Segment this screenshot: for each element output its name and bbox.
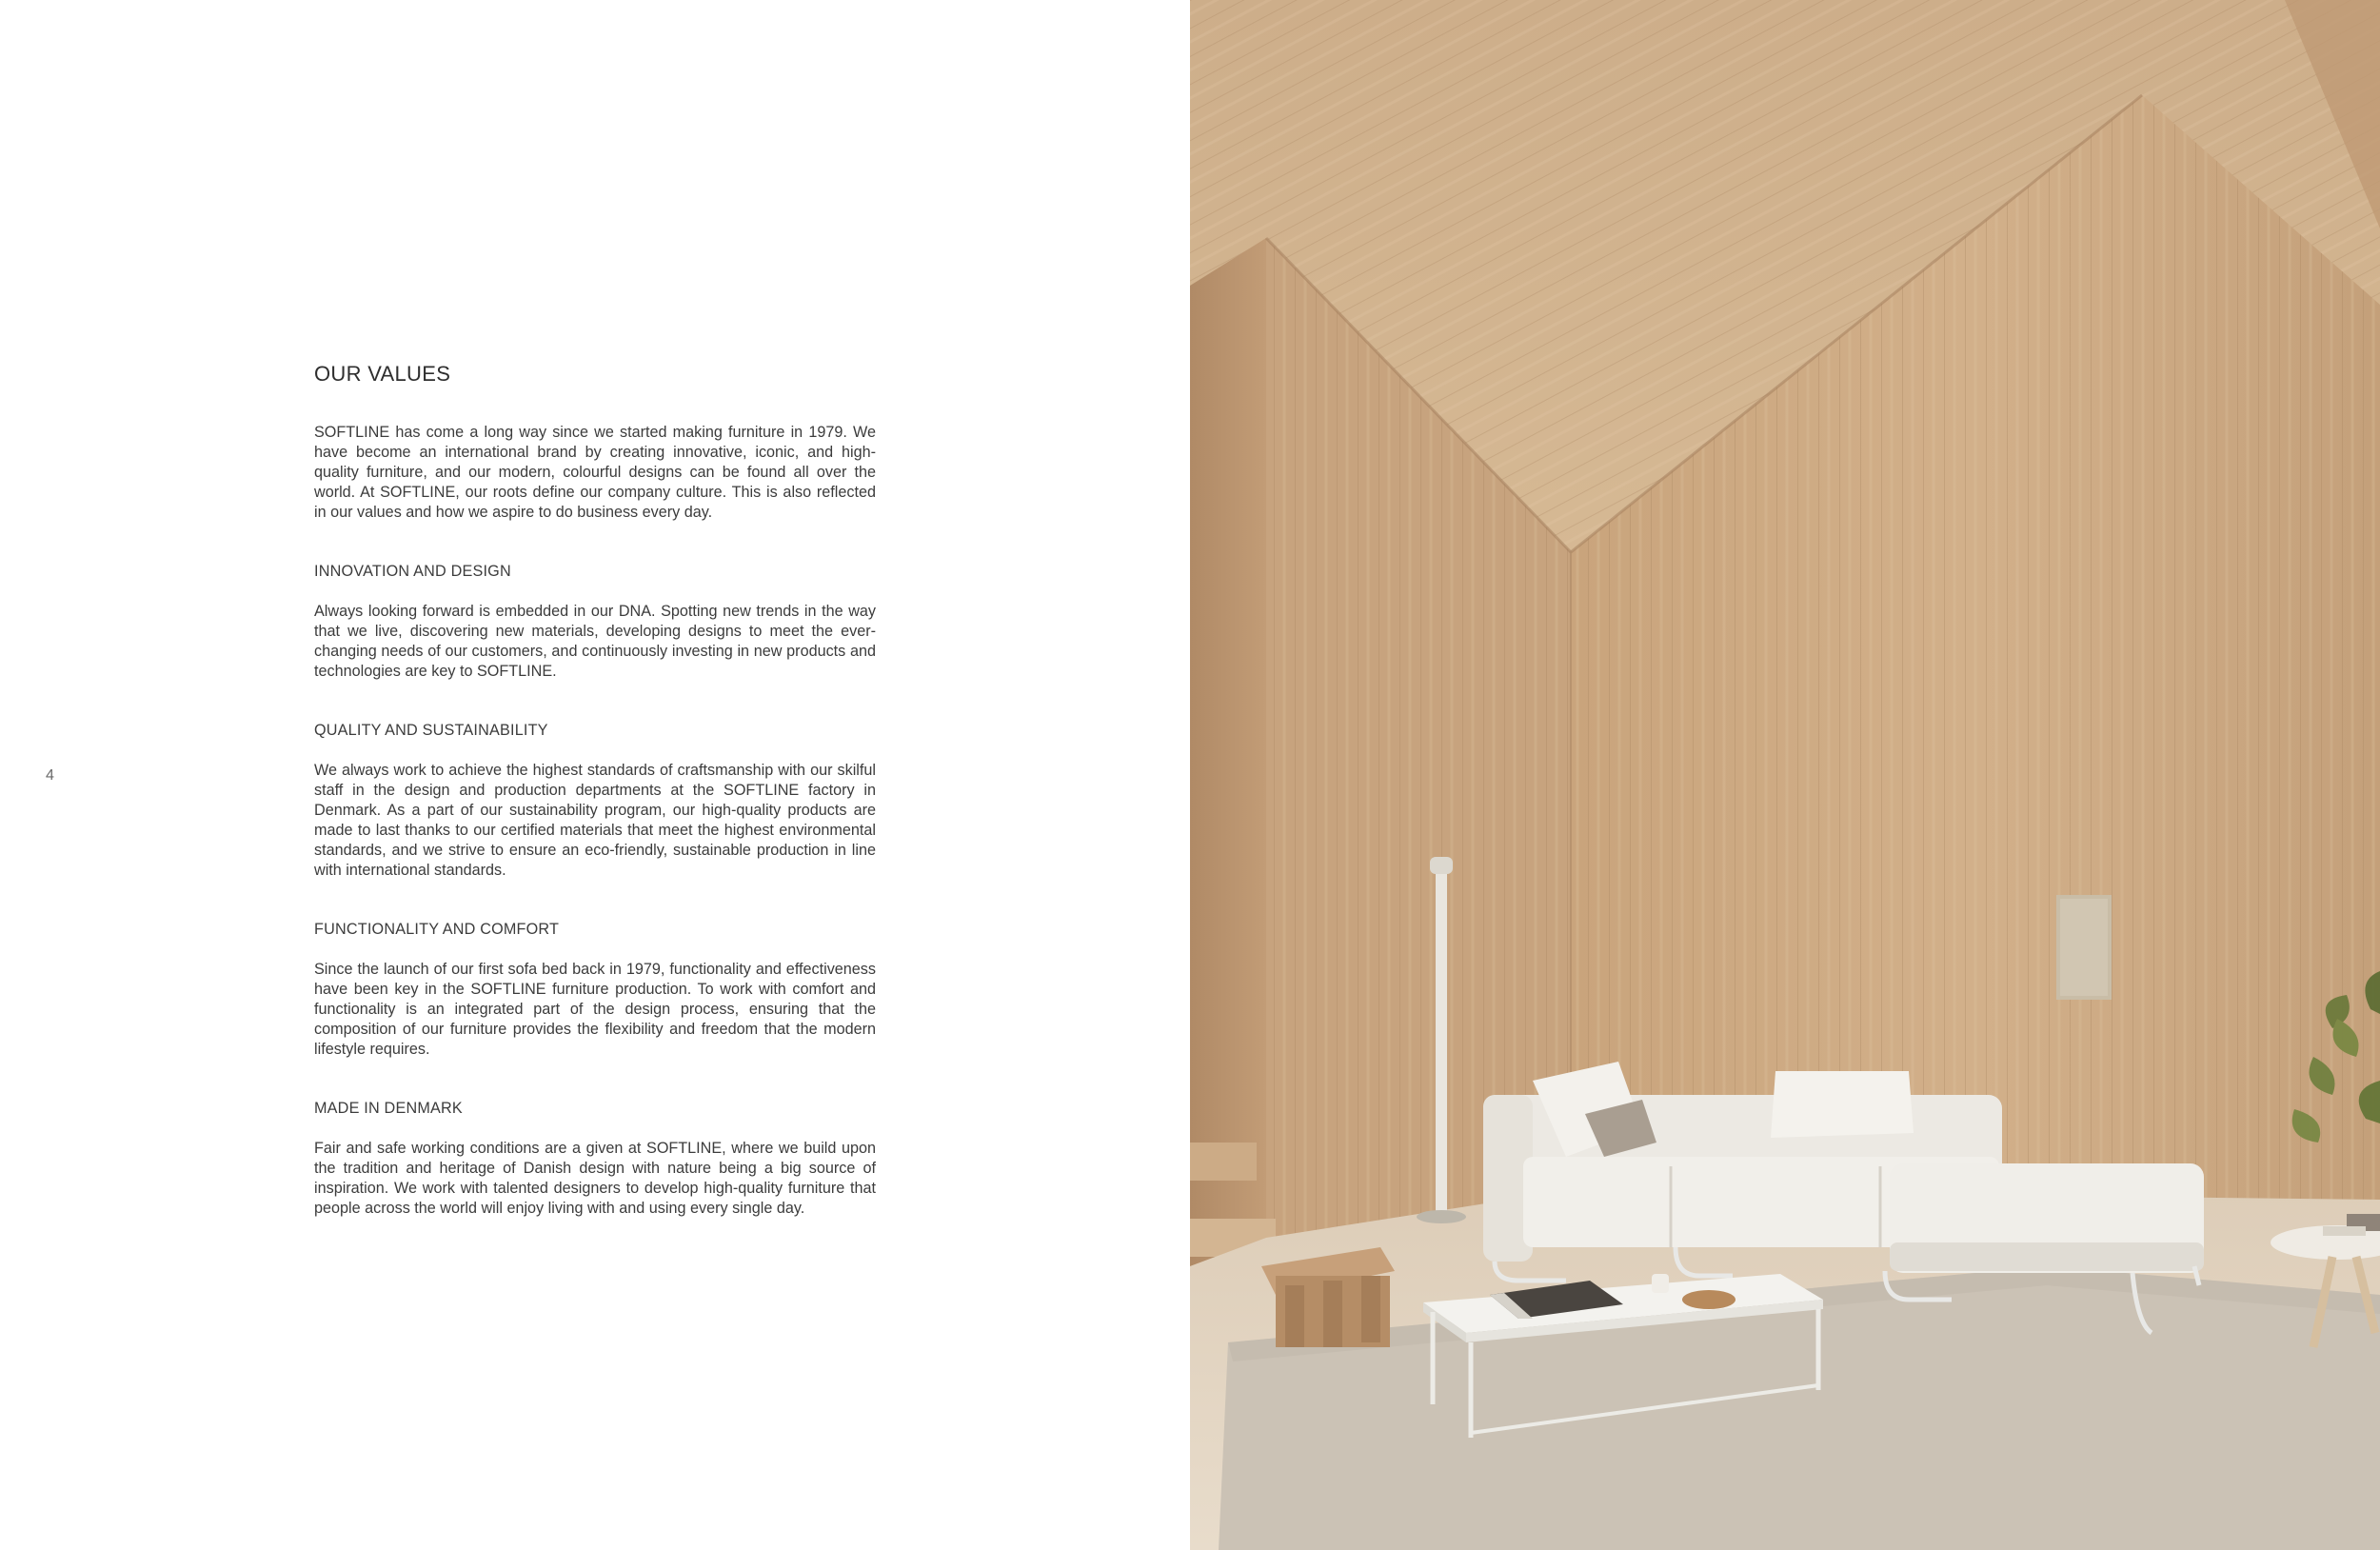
section-heading: MADE IN DENMARK <box>314 1100 463 1117</box>
section-quality-sustainability <box>314 721 876 881</box>
page-number: 4 <box>46 767 55 784</box>
values-text-column <box>314 362 876 1219</box>
section-functionality-comfort <box>314 920 876 1060</box>
page-title: OUR VALUES <box>314 362 451 386</box>
interior-photo-illustration <box>1190 0 2380 1550</box>
section-body: Since the launch of our first sofa bed back in 1979, functionality and effectiveness have been key in the SOFTLINE furniture production. To work with comfort and functionality is an integrated part of the design process, ensuring that the composition of our furniture provides the flexibility and freedom that the modern lifestyle requires. <box>314 961 876 1058</box>
section-innovation-design <box>314 562 876 682</box>
section-body: Fair and safe working conditions are a given at SOFTLINE, where we build upon the tradition and heritage of Danish design with nature being a big source of inspiration. We work with talented designers to develop high-quality furniture that people across the world will enjoy living with and using every single day. <box>314 1140 876 1217</box>
section-heading: INNOVATION AND DESIGN <box>314 563 511 580</box>
section-heading: QUALITY AND SUSTAINABILITY <box>314 722 548 739</box>
section-heading: FUNCTIONALITY AND COMFORT <box>314 921 560 938</box>
interior-photo <box>1190 0 2380 1550</box>
intro-paragraph: SOFTLINE has come a long way since we started making furniture in 1979. We have become an international brand by creating innovative, iconic, and high-quality furniture, and our modern, colourful designs can be found all over the world. At SOFTLINE, our roots define our company culture. This is also reflected in our values and how we aspire to do business every day. <box>314 424 876 521</box>
section-body: We always work to achieve the highest standards of craftsmanship with our skilful staff in the design and production departments at the SOFTLINE factory in Denmark. As a part of our sustainability program, our high-quality products are made to last thanks to our certified materials that meet the highest environmental standards, and we strive to ensure an eco-friendly, sustainable production in line with international standards. <box>314 762 876 879</box>
section-made-in-denmark <box>314 1099 876 1219</box>
section-body: Always looking forward is embedded in our DNA. Spotting new trends in the way that we live, discovering new materials, developing designs to meet the ever-changing needs of our customers, and continuously investing in new products and technologies are key to SOFTLINE. <box>314 603 876 680</box>
